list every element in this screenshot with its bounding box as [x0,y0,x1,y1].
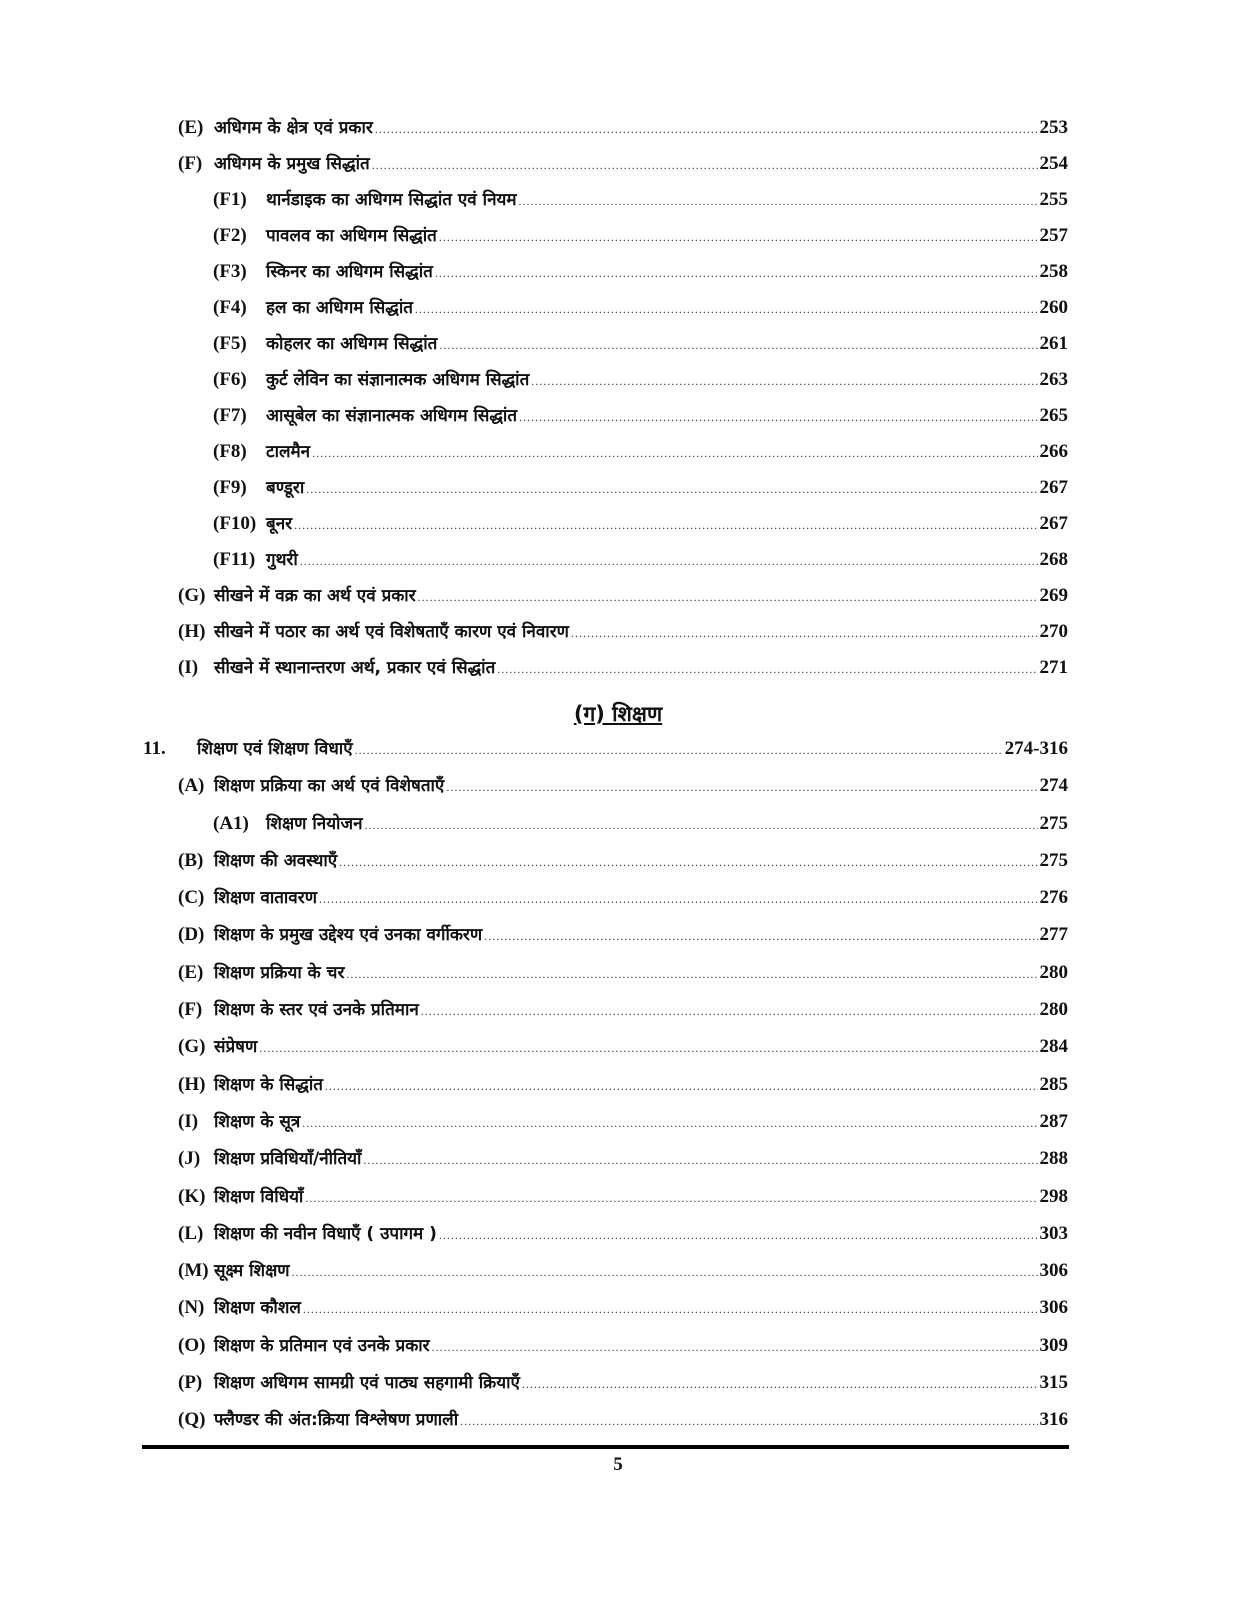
toc-entry-label: (M) [178,1260,209,1282]
toc-entry-title: सीखने में वक्र का अर्थ एवं प्रकार [214,586,416,606]
toc-entry-label: (F) [178,153,203,174]
toc-entry-label: (Q) [178,1409,206,1431]
toc-entry-page: 298 [1039,1185,1068,1207]
toc-entry-page: 280 [1039,999,1068,1021]
toc-entry[interactable] [0,619,1068,655]
toc-entry[interactable] [0,960,1068,997]
toc-entry[interactable] [0,1184,1068,1221]
toc-entry[interactable] [0,439,1068,475]
toc-entry[interactable] [0,997,1068,1034]
toc-entry[interactable] [0,885,1068,922]
toc-entry-label: (F11) [213,549,256,570]
toc-entry-title: सीखने में स्थानान्तरण अर्थ, प्रकार एवं सिद्धांत [214,658,496,678]
toc-entry-title: पावलव का अधिगम सिद्धांत [266,226,437,246]
toc-entry-title: शिक्षण एवं शिक्षण विधाएँ [197,739,353,759]
toc-entry-title: शिक्षण नियोजन [266,813,363,834]
toc-entry-page: 261 [1039,333,1068,354]
dot-leader [519,194,1038,209]
toc-entry-label: (E) [178,961,204,983]
toc-entry[interactable] [0,475,1068,511]
toc-entry[interactable] [0,811,1068,848]
toc-entry[interactable] [0,187,1068,223]
toc-entry-page: 306 [1039,1260,1068,1282]
toc-entry-title: गुथरी [266,550,298,570]
toc-entry-label: (O) [178,1334,206,1356]
toc-entry-title: बूनर [266,514,293,534]
toc-entry[interactable] [0,1034,1068,1071]
toc-entry-title: शिक्षण कौशल [214,1298,301,1319]
toc-entry-title: अधिगम के क्षेत्र एवं प्रकार [214,118,373,138]
toc-entry[interactable] [0,1258,1068,1295]
toc-entry-title: शिक्षण प्रविधियाँ/नीतियाँ [214,1149,362,1170]
toc-entry-label: (C) [178,887,205,909]
toc-entry-title: बण्डूरा [266,478,305,498]
toc-entry-page: 303 [1039,1222,1068,1244]
toc-entry-page: 288 [1039,1148,1068,1170]
dot-leader [306,482,1037,497]
toc-entry-label: (N) [178,1297,205,1319]
dot-leader [531,374,1037,389]
toc-entry-label: (G) [178,585,206,606]
dot-leader [300,554,1038,569]
toc-entry[interactable] [0,403,1068,439]
toc-entry[interactable] [0,259,1068,295]
toc-entry-title: शिक्षण वातावरण [214,888,318,909]
toc-entry-title: सूक्ष्म शिक्षण [214,1261,290,1282]
toc-entry-label: (F7) [213,405,247,426]
toc-entry-title: शिक्षण के सिद्धांत [214,1074,323,1095]
toc-entry[interactable] [0,922,1068,959]
toc-entry-page: 268 [1039,549,1068,570]
toc-section-teaching [0,736,1236,1445]
toc-entry-page: 263 [1039,369,1068,390]
toc-entry[interactable] [0,848,1068,885]
dot-leader [339,855,1037,870]
dot-leader [325,1079,1038,1094]
dot-leader [497,662,1037,677]
dot-leader [375,122,1038,137]
toc-entry-label: (H) [178,621,206,642]
toc-entry[interactable] [0,151,1068,187]
toc-entry-page: 316 [1039,1409,1068,1431]
toc-entry-label: (F6) [213,369,247,390]
toc-entry[interactable] [0,1295,1068,1332]
toc-entry-label: (F9) [213,477,247,498]
toc-entry-title: शिक्षण प्रक्रिया का अर्थ एवं विशेषताएँ [214,776,445,797]
toc-entry[interactable] [0,367,1068,403]
toc-entry-page: 275 [1039,812,1068,834]
toc-entry-page: 267 [1039,477,1068,498]
dot-leader [519,410,1037,425]
toc-entry-page: 271 [1039,657,1068,678]
toc-entry-page: 315 [1039,1372,1068,1394]
toc-entry-label: (F8) [213,441,247,462]
toc-entry-title: थार्नडाइक का अधिगम सिद्धांत एवं नियम [266,190,517,210]
toc-entry-page: 276 [1039,887,1068,909]
toc-entry[interactable] [0,736,1068,773]
toc-entry-page: 280 [1039,961,1068,983]
toc-entry-title: फ्लैण्डर की अंत:क्रिया विश्लेषण प्रणाली [214,1410,459,1431]
toc-entry-label: 11. [143,738,166,759]
toc-entry-title: सीखने में पठार का अर्थ एवं विशेषताएँ कारण एवं निवारण [214,622,569,642]
toc-entry[interactable] [0,1072,1068,1109]
dot-leader [484,929,1037,944]
dot-leader [302,1116,1037,1131]
toc-entry-label: (F5) [213,333,247,354]
toc-entry-label: (B) [178,849,204,871]
toc-entry[interactable] [0,115,1068,151]
dot-leader [432,1340,1038,1355]
toc-entry-title: स्किनर का अधिगम सिद्धांत [266,262,433,282]
dot-leader [439,338,1037,353]
toc-entry-page: 266 [1039,441,1068,462]
toc-entry[interactable] [0,1407,1068,1444]
toc-entry-title: आसूबेल का संज्ञानात्मक अधिगम सिद्धांत [266,406,518,426]
dot-leader [418,590,1038,605]
toc-entry-label: (F2) [213,225,247,246]
dot-leader [319,892,1037,907]
toc-entry-title: कोहलर का अधिगम सिद्धांत [266,334,438,354]
dot-leader [421,1004,1038,1019]
toc-entry-page: 258 [1039,261,1068,282]
section-heading-text: (ग) शिक्षण [573,702,663,726]
toc-entry-label: (L) [178,1222,204,1244]
toc-entry-page: 257 [1039,225,1068,246]
section-heading [0,700,1236,728]
toc-entry-label: (A1) [213,812,249,834]
toc-entry[interactable] [0,511,1068,547]
toc-entry[interactable] [0,1109,1068,1146]
dot-leader [365,818,1038,833]
toc-entry-page: 287 [1039,1110,1068,1132]
dot-leader [305,1191,1037,1206]
toc-entry-title: कुर्ट लेविन का संज्ञानात्मक अधिगम सिद्धांत [266,370,530,390]
toc-entry-title: शिक्षण के स्तर एवं उनके प्रतिमान [214,1000,419,1021]
toc-entry-title: शिक्षण के प्रमुख उद्देश्य एवं उनका वर्गीकरण [214,925,483,946]
toc-entry-title: शिक्षण प्रक्रिया के चर [214,962,345,983]
dot-leader [439,230,1038,245]
dot-leader [292,1265,1038,1280]
page-number: 5 [613,1454,623,1475]
toc-entry-page: 274 [1039,775,1068,797]
toc-entry-title: अधिगम के प्रमुख सिद्धांत [214,154,370,174]
toc-entry[interactable] [0,1333,1068,1370]
toc-entry-label: (I) [178,1110,199,1132]
toc-entry-label: (K) [178,1185,206,1207]
dot-leader [460,1414,1037,1429]
dot-leader [355,743,1003,758]
dot-leader [415,302,1038,317]
toc-entry-label: (A) [178,775,205,797]
toc-entry-label: (I) [178,657,199,678]
toc-entry-label: (F1) [213,189,247,210]
toc-entry[interactable] [0,295,1068,331]
toc-entry-title: संप्रेषण [214,1037,258,1058]
toc-entry-label: (D) [178,924,205,946]
toc-entry-title: शिक्षण के सूत्र [214,1111,301,1132]
dot-leader [446,780,1037,795]
toc-entry-label: (G) [178,1036,206,1058]
toc-entry[interactable] [0,1221,1068,1258]
toc-entry-page: 306 [1039,1297,1068,1319]
toc-entry-page: 260 [1039,297,1068,318]
toc-entry-label: (H) [178,1073,206,1095]
toc-entry-label: (E) [178,117,204,138]
toc-entry-title: शिक्षण के प्रतिमान एवं उनके प्रकार [214,1335,430,1356]
dot-leader [259,1041,1037,1056]
toc-entry-label: (F) [178,999,203,1021]
dot-leader [346,967,1037,982]
toc-entry-label: (J) [178,1148,201,1170]
toc-entry[interactable] [0,547,1068,583]
toc-entry-page: 277 [1039,924,1068,946]
dot-leader [303,1302,1038,1317]
toc-entry-title: टालमैन [266,442,311,462]
toc-entry-page: 265 [1039,405,1068,426]
dot-leader [312,446,1037,461]
toc-entry-page: 284 [1039,1036,1068,1058]
toc-entry[interactable] [0,1146,1068,1183]
toc-entry[interactable] [0,583,1068,619]
toc-entry[interactable] [0,223,1068,259]
toc-entry-page: 275 [1039,849,1068,871]
toc-entry-page: 274-316 [1004,738,1068,759]
dot-leader [571,626,1038,641]
toc-entry-page: 254 [1039,153,1068,174]
toc-entry[interactable] [0,331,1068,367]
toc-entry-label: (P) [178,1372,203,1394]
toc-entry-page: 309 [1039,1334,1068,1356]
toc-section-learning [0,115,1236,691]
toc-entry-title: शिक्षण की नवीन विधाएँ ( उपागम ) [214,1223,437,1244]
toc-entry-label: (F3) [213,261,247,282]
footer-rule [142,1445,1069,1449]
toc-entry[interactable] [0,1370,1068,1407]
dot-leader [372,158,1038,173]
toc-entry-page: 269 [1039,585,1068,606]
dot-leader [522,1377,1038,1392]
toc-entry-title: हल का अधिगम सिद्धांत [266,298,413,318]
dot-leader [363,1153,1037,1168]
toc-entry-page: 267 [1039,513,1068,534]
toc-entry-page: 253 [1039,117,1068,138]
toc-entry-label: (F10) [213,513,257,534]
toc-entry-page: 270 [1039,621,1068,642]
toc-entry-title: शिक्षण अधिगम सामग्री एवं पाठ्य सहगामी क्रियाएँ [214,1373,520,1394]
dot-leader [294,518,1037,533]
dot-leader [435,266,1038,281]
toc-entry-title: शिक्षण की अवस्थाएँ [214,850,338,871]
toc-entry-page: 255 [1039,189,1068,210]
toc-entry[interactable] [0,655,1068,691]
toc-entry[interactable] [0,773,1068,810]
toc-entry-label: (F4) [213,297,247,318]
dot-leader [439,1228,1038,1243]
toc-entry-page: 285 [1039,1073,1068,1095]
toc-entry-title: शिक्षण विधियाँ [214,1186,304,1207]
